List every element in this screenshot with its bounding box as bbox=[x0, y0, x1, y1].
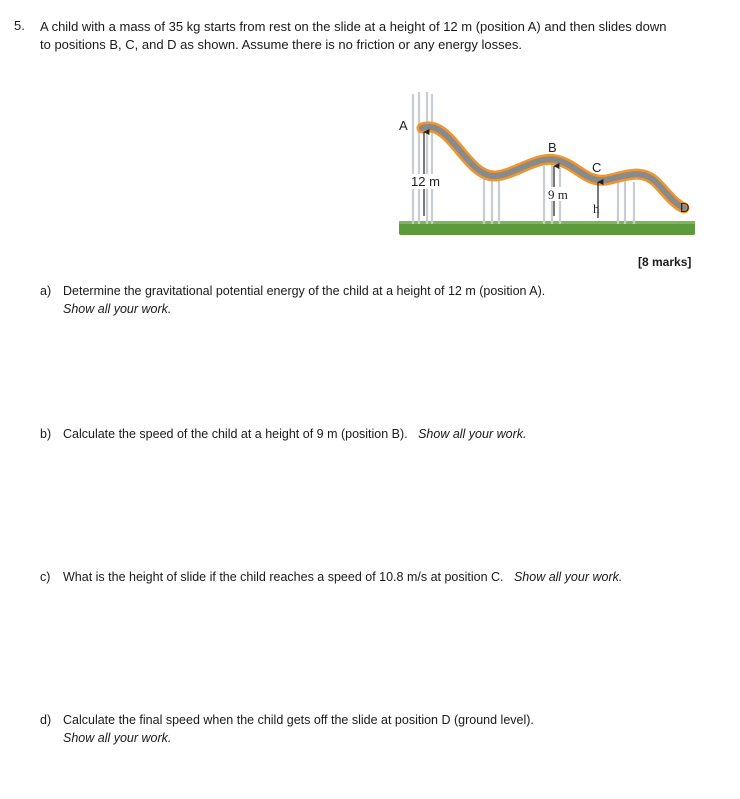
marks-label: [8 marks] bbox=[638, 255, 692, 269]
part-d-text: Calculate the final speed when the child gets off the slide at position D (ground level). bbox=[63, 713, 534, 727]
part-b bbox=[40, 425, 526, 443]
part-d-instruction: Show all your work. bbox=[63, 731, 172, 745]
slide-diagram-svg bbox=[396, 88, 698, 242]
part-a-instruction: Show all your work. bbox=[63, 302, 172, 316]
part-c-text: What is the height of slide if the child reaches a speed of 10.8 m/s at position C. bbox=[63, 570, 504, 584]
slide-diagram bbox=[396, 88, 698, 242]
part-a bbox=[40, 282, 545, 318]
height-b-label: 9 m bbox=[548, 187, 568, 202]
part-c bbox=[40, 568, 622, 586]
height-a-label: 12 m bbox=[411, 174, 440, 189]
position-c-label: C bbox=[592, 160, 602, 175]
position-b-label: B bbox=[548, 140, 557, 155]
part-b-letter: b) bbox=[40, 427, 52, 441]
question-number: 5. bbox=[14, 18, 25, 33]
support-poles bbox=[413, 92, 634, 224]
part-a-text: Determine the gravitational potential energy of the child at a height of 12 m (position A). bbox=[63, 284, 546, 298]
part-d bbox=[40, 711, 534, 747]
part-a-letter: a) bbox=[40, 284, 52, 298]
part-d-letter: d) bbox=[40, 713, 52, 727]
part-b-instruction: Show all your work. bbox=[418, 427, 527, 441]
height-c-label: h bbox=[593, 201, 600, 216]
part-b-text: Calculate the speed of the child at a height of 9 m (position B). bbox=[63, 427, 408, 441]
part-c-instruction: Show all your work. bbox=[513, 570, 623, 584]
question-line-1: A child with a mass of 35 kg starts from rest on the slide at a height of 12 m (position A) and then slides down bbox=[40, 19, 667, 34]
position-a-label: A bbox=[399, 118, 408, 133]
question-line-2: to positions B, C, and D as shown. Assume there is no friction or any energy losses. bbox=[40, 37, 522, 52]
question-text bbox=[40, 18, 720, 54]
position-d-label: D bbox=[680, 200, 690, 215]
part-c-letter: c) bbox=[40, 570, 51, 584]
